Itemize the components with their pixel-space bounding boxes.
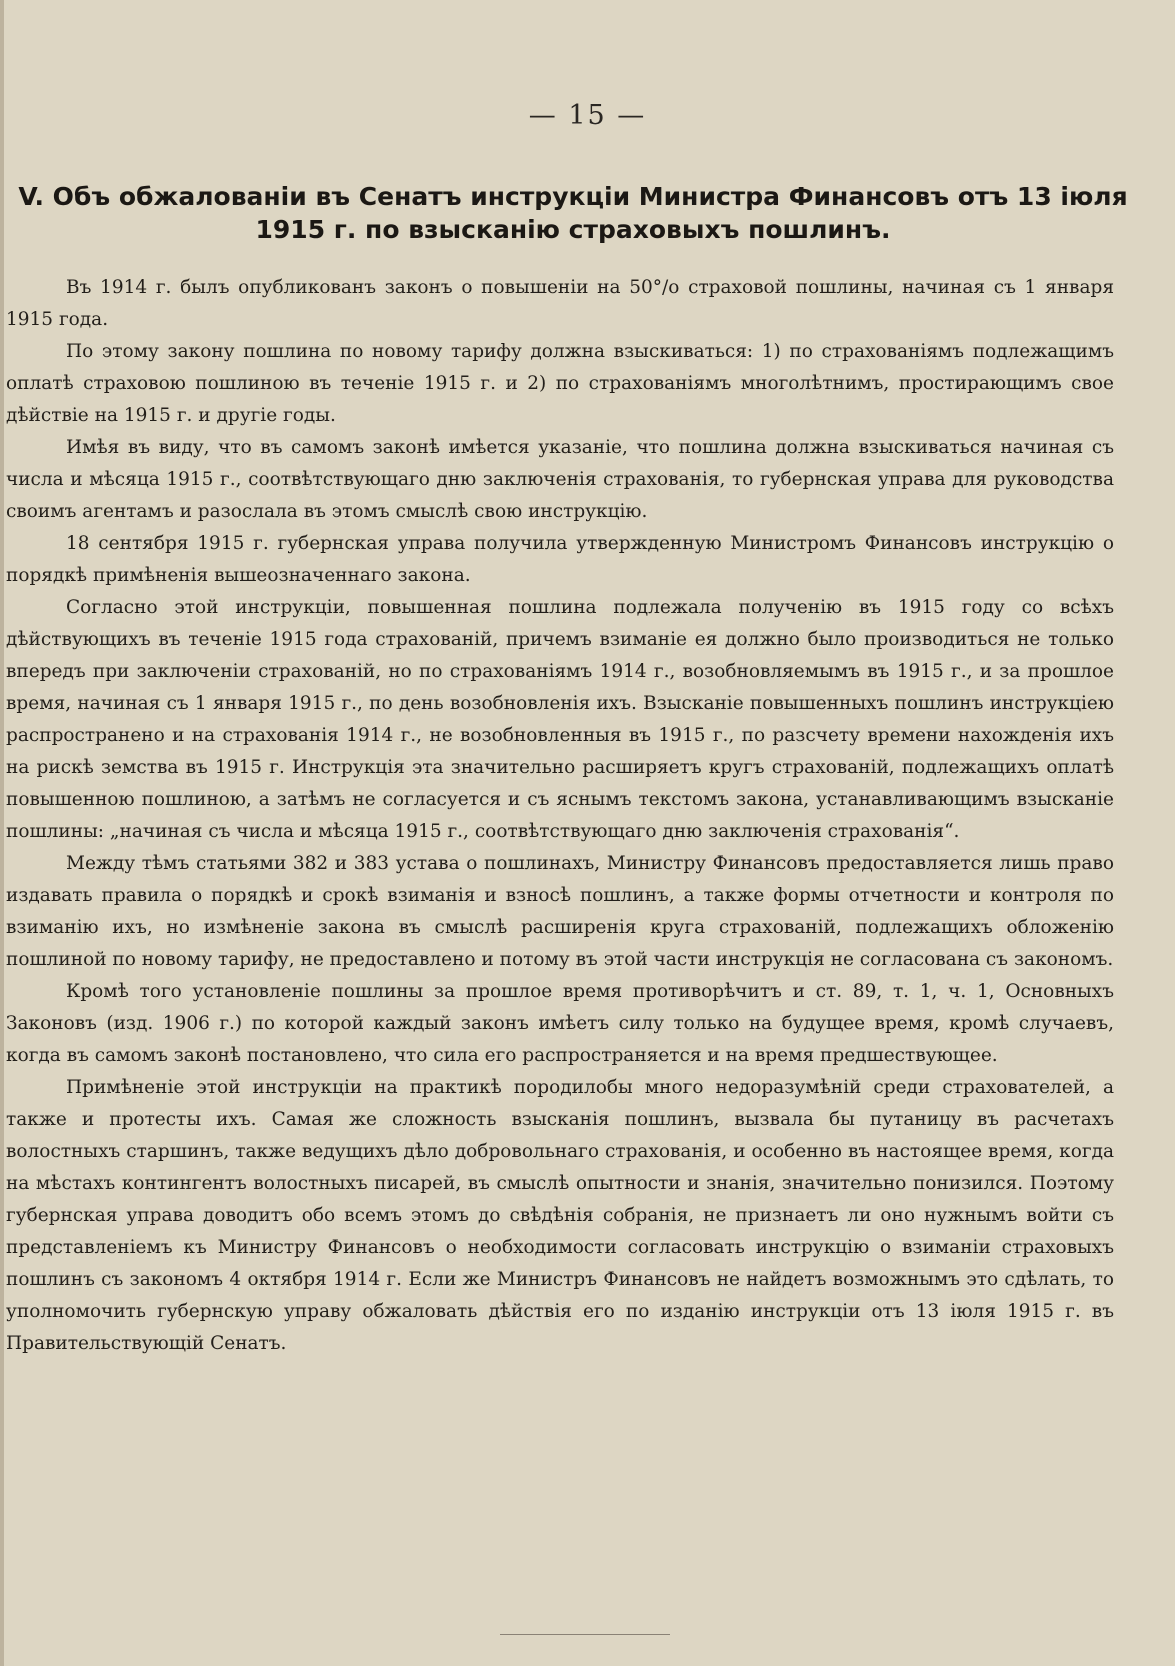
paragraph-2: По этому закону пошлина по новому тарифу должна взыскиваться: 1) по страхованіямъ подлежащимъ оплатѣ страховою пошлиною въ теченіе 1915 г. и 2) по страхованіямъ многолѣтнимъ, простирающимъ свое дѣйствіе на 1915 г. и другіе годы. — [6, 341, 1114, 426]
paragraph-4: 18 сентября 1915 г. губернская управа получила утвержденную Министромъ Финансовъ инструкцію о порядкѣ примѣненія вышеозначеннаго закона. — [6, 533, 1114, 586]
section-heading — [8, 180, 1138, 246]
paragraph-8: Примѣненіе этой инструкціи на практикѣ породилобы много недоразумѣній среди страхователей, а также и протесты ихъ. Самая же сложность взысканія пошлинъ, вызвала бы путаницу въ расчетахъ волостныхъ старшинъ, также ведущихъ дѣло добровольнаго страхованія, и особенно въ настоящее время, когда на мѣстахъ контингентъ волостныхъ писарей, въ смыслѣ опытности и знанія, значительно понизился. Поэтому губернская управа доводитъ обо всемъ этомъ до свѣдѣнія собранія, не признаетъ ли оно нужнымъ войти съ представленіемъ къ Министру Финансовъ о необходимости согласовать инструкцію о взиманіи страховыхъ пошлинъ съ закономъ 4 октября 1914 г. Если же Министръ Финансовъ не найдетъ возможнымъ это сдѣлать, то уполномочить губернскую управу обжаловать дѣйствія его по изданію инструкціи отъ 13 іюля 1915 г. въ Правительствующій Сенатъ. — [6, 1077, 1114, 1354]
section-heading-line-2: 1915 г. по взысканію страховыхъ пошлинъ. — [255, 215, 891, 244]
page-number: — 15 — — [528, 100, 647, 131]
paragraph-3: Имѣя въ виду, что въ самомъ законѣ имѣется указаніе, что пошлина должна взыскиваться начиная съ числа и мѣсяца 1915 г., соотвѣтствующаго дню заключенія страхованія, то губернская управа для руководства своимъ агентамъ и разослала въ этомъ смыслѣ свою инструкцію. — [6, 437, 1114, 522]
paragraph-6: Между тѣмъ статьями 382 и 383 устава о пошлинахъ, Министру Финансовъ предоставляется лишь право издавать правила о порядкѣ и срокѣ взиманія и взносѣ пошлинъ, а также формы отчетности и контроля по взиманію ихъ, но измѣненіе закона въ смыслѣ расширенія круга страхованій, подлежащихъ обложенію пошлиной по новому тарифу, не предоставлено и потому въ этой части инструкція не согласована съ закономъ. — [6, 853, 1114, 970]
section-heading-line-1: V. Объ обжалованіи въ Сенатъ инструкціи Министра Финансовъ отъ 13 іюля — [18, 182, 1128, 211]
body-text — [6, 272, 1114, 1360]
paragraph-5: Согласно этой инструкціи, повышенная пошлина подлежала полученію въ 1915 году со всѣхъ дѣйствующихъ въ теченіе 1915 года страхованій, причемъ взиманіе ея должно было производиться не только впередъ при заключеніи страхованій, но по страхованіямъ 1914 г., возобновляемымъ въ 1915 г., и за прошлое время, начиная съ 1 января 1915 г., по день возобновленія ихъ. Взысканіе повышенныхъ пошлинъ инструкціею распространено и на страхованія 1914 г., не возобновленныя въ 1915 г., по разсчету времени нахожденія ихъ на рискѣ земства въ 1915 г. Инструкція эта значительно расширяетъ кругъ страхованій, подлежащихъ оплатѣ повышенною пошлиною, а затѣмъ не согласуется и съ яснымъ текстомъ закона, устанавливающимъ взысканіе пошлины: „начиная съ числа и мѣсяца 1915 г., соотвѣтствующаго дню заключенія страхованія“. — [6, 597, 1114, 842]
paragraph-1: Въ 1914 г. былъ опубликованъ законъ о повышеніи на 50°/о страховой пошлины, начиная съ 1 января 1915 года. — [6, 277, 1114, 330]
page-edge-shadow — [0, 0, 4, 1666]
paragraph-7: Кромѣ того установленіе пошлины за прошлое время противорѣчитъ и ст. 89, т. 1, ч. 1, Основныхъ Законовъ (изд. 1906 г.) по которой каждый законъ имѣетъ силу только на будущее время, кромѣ случаевъ, когда въ самомъ законѣ постановлено, что сила его распространяется и на время предшествующее. — [6, 981, 1114, 1066]
footer-rule — [500, 1634, 670, 1635]
